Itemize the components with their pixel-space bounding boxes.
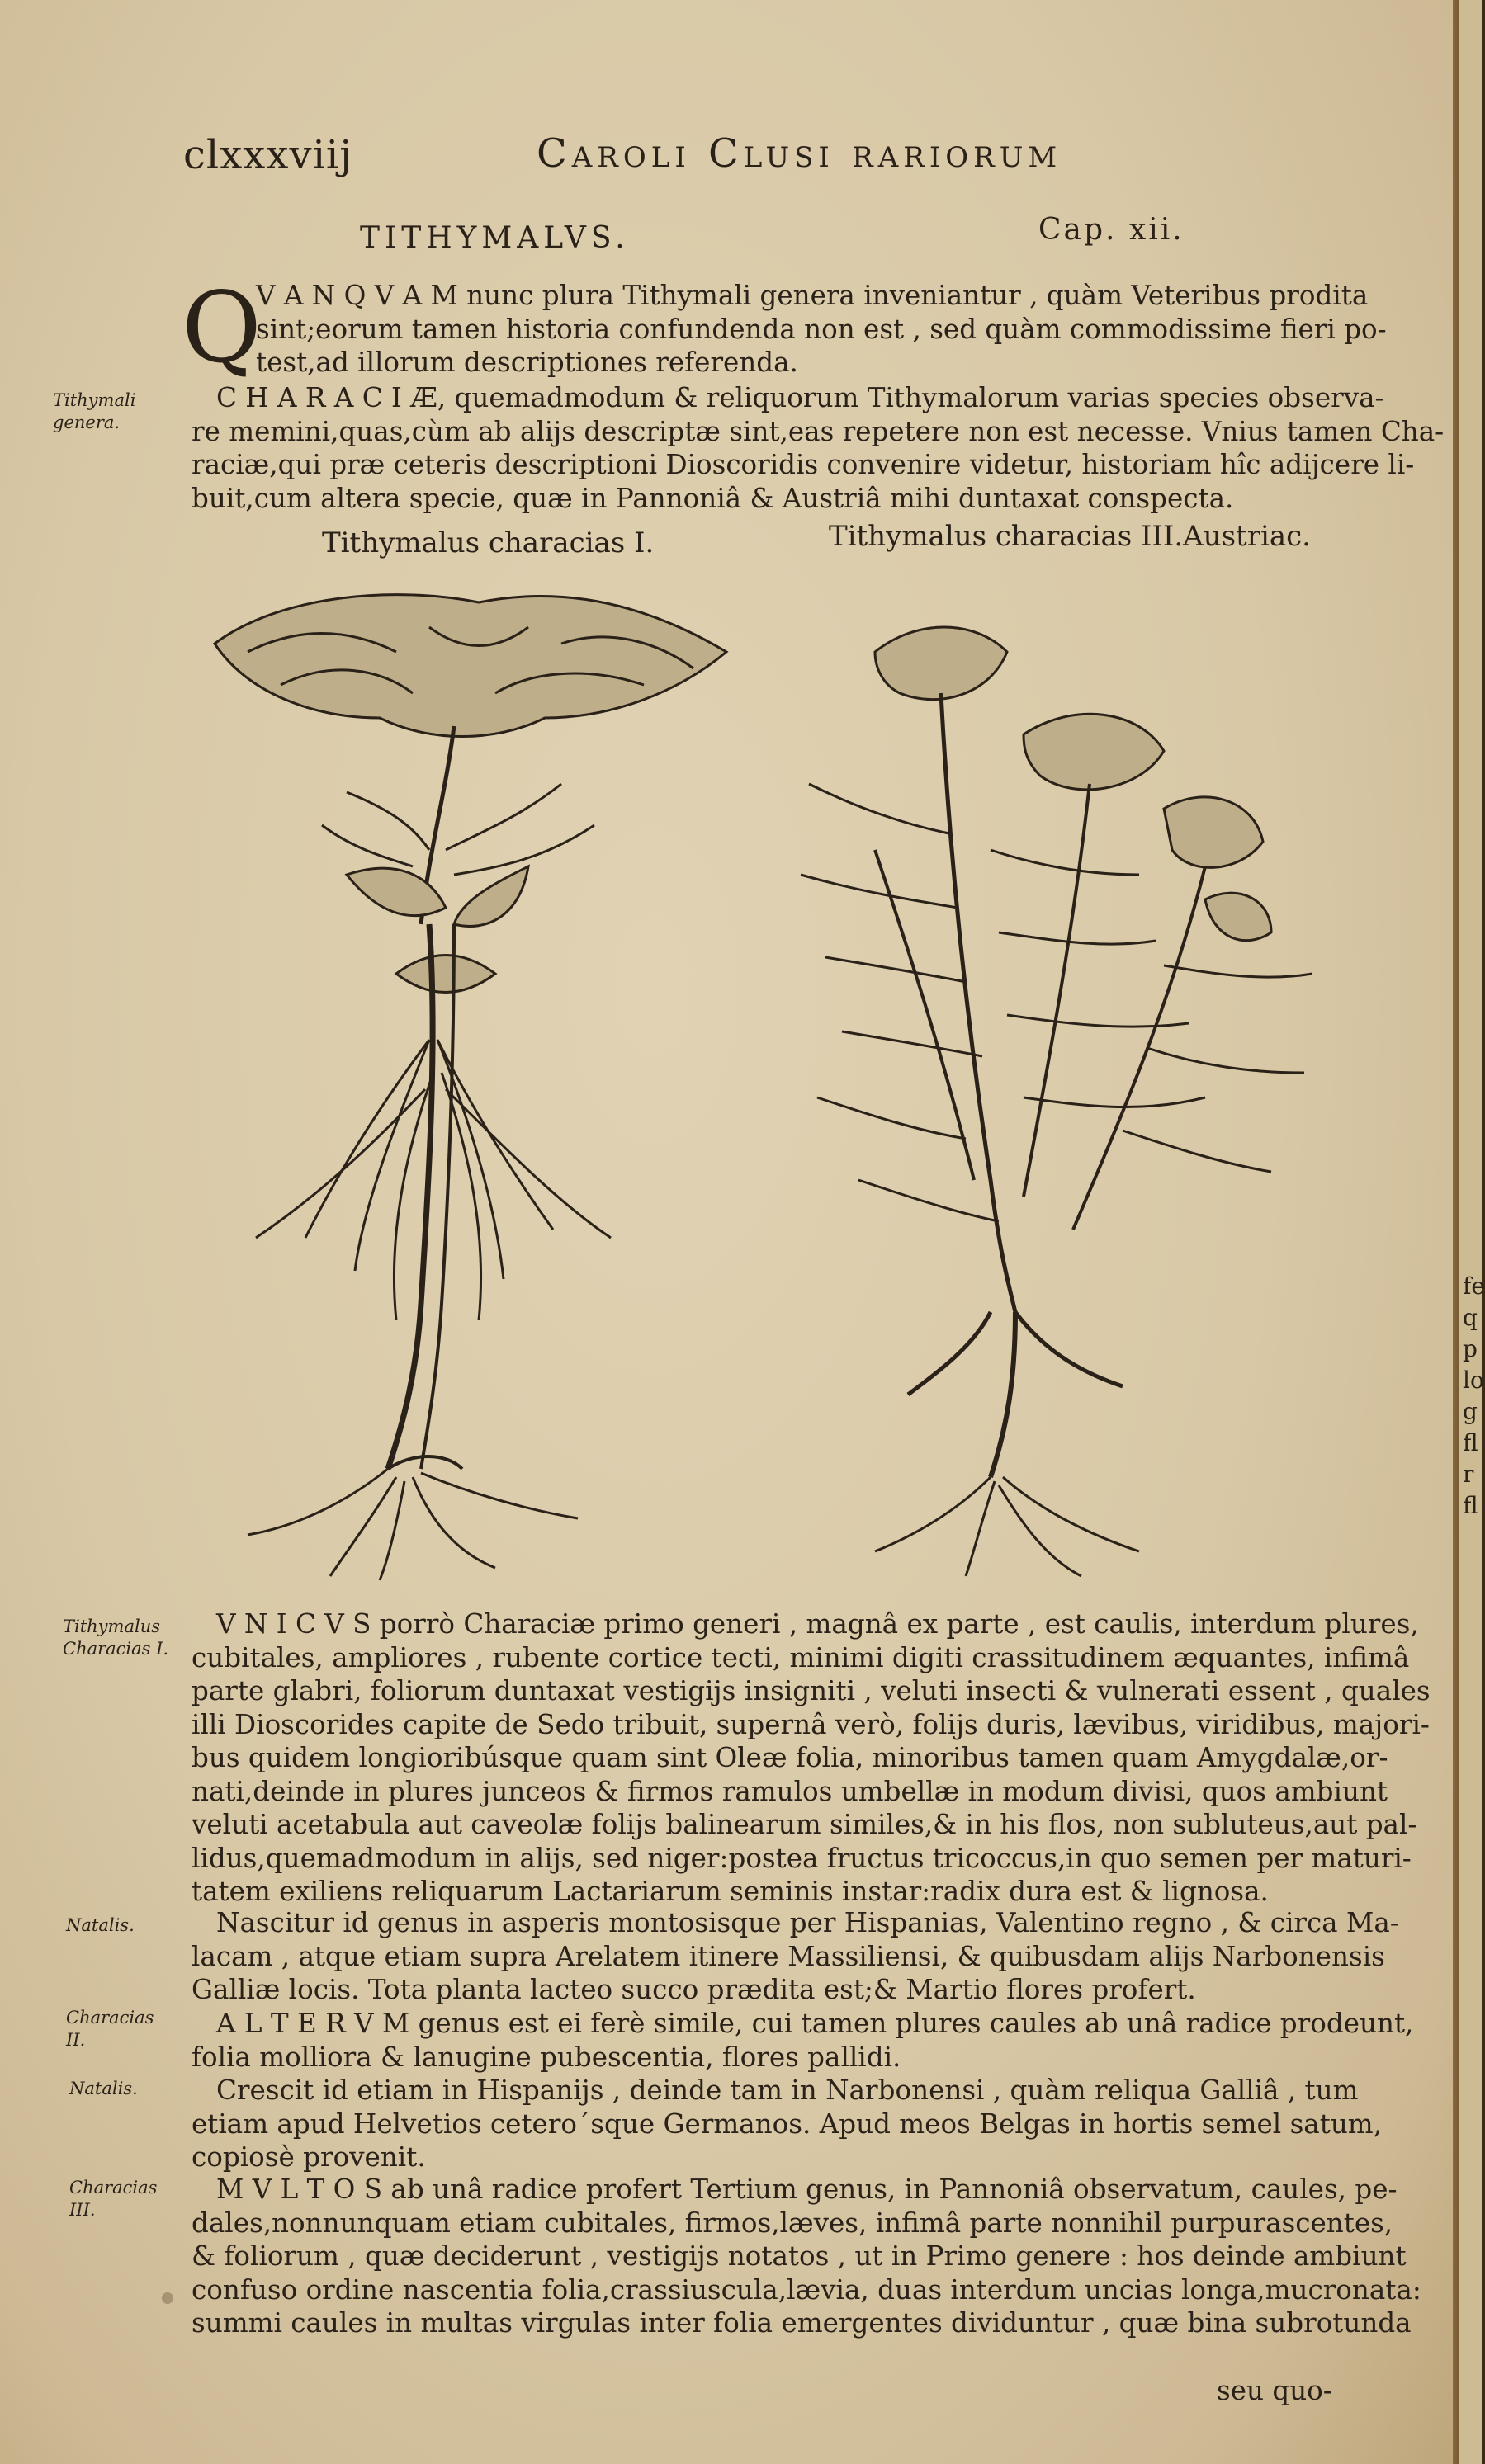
text-line: confuso ordine nascentia folia,crassiuscula,lævia, duas interdum uncias longa,mucronata: [192, 2273, 1421, 2306]
margin-note-line: Tithymali [53, 390, 136, 410]
margin-note-line: genera. [53, 413, 121, 432]
next-page-edge [1459, 0, 1482, 2464]
chapter-title: TITHYMALVS. [360, 221, 630, 255]
characias-paragraph [192, 381, 1444, 515]
text-line: lacam , atque etiam supra Arelatem itinere Massiliensi, & quibusdam alijs Narbonensis [192, 1940, 1385, 1972]
text-line: tatem exiliens reliquarum Lactariarum seminis instar:radix dura est & lignosa. [192, 1876, 1269, 1907]
bleed-fragment: p [1463, 1335, 1478, 1362]
running-head: Caroli Clusi rariorum [537, 130, 1062, 177]
bleed-fragment: fl [1463, 1492, 1478, 1519]
text-line: buit,cum altera specie, quæ in Pannoniâ & Austriâ mihi duntaxat conspecta. [192, 482, 1234, 514]
woodcut-characias-three [776, 602, 1354, 1584]
caption-right-plant: Tithymalus characias III.Austriac. [829, 520, 1311, 553]
text-line: re memini,quas,cùm ab alijs descriptæ sint,eas repetere non est necesse. Vnius tamen Cha- [192, 415, 1445, 447]
text-line: lidus,quemadmodum in alijs, sed niger:postea fructus tricoccus,in quo semen per maturi- [192, 1842, 1412, 1874]
bleed-fragment: q [1463, 1304, 1478, 1331]
text-line: Nascitur id genus in asperis montosisque per Hispanias, Valentino regno , & circa Ma- [216, 1907, 1399, 1938]
text-line: V A N Q V A M nunc plura Tithymali genera inveniantur , quàm Veteribus prodita [256, 280, 1369, 311]
text-line: nati,deinde in plures junceos & firmos ramulos umbellæ in modum divisi, quos ambiunt [192, 1775, 1388, 1807]
margin-note-line: Characias [66, 2008, 154, 2027]
text-line: Galliæ locis. Tota planta lacteo succo prædita est;& Martio flores profert. [192, 1974, 1196, 2005]
text-line: folia molliora & lanugine pubescentia, flores pallidi. [192, 2041, 901, 2073]
text-line: etiam apud Helvetios cetero´sque Germanos. Apud meos Belgas in hortis semel satum, [192, 2108, 1383, 2140]
woodcut-characias-one [182, 578, 759, 1584]
catchword: seu quo- [1217, 2375, 1332, 2406]
bleed-fragment: g [1463, 1398, 1478, 1425]
margin-note-line: Characias I. [63, 1639, 169, 1659]
drop-cap: Q [182, 271, 262, 385]
margin-note-line: Natalis. [69, 2079, 138, 2098]
ink-spot [162, 2292, 173, 2304]
text-line: raciæ,qui præ ceteris descriptioni Dioscoridis convenire videtur, historiam hîc adijcere li- [192, 449, 1415, 480]
text-line: bus quidem longioribúsque quam sint Oleæ folia, minoribus tamen quam Amygdalæ,or- [192, 1742, 1388, 1773]
margin-note-line: Natalis. [66, 1915, 135, 1935]
chapter-number: Cap. xii. [1038, 213, 1185, 247]
margin-note-line: III. [69, 2200, 96, 2220]
multos-paragraph [192, 2173, 1421, 2340]
next-page-bleed-text [1463, 1271, 1485, 1522]
text-line: illi Dioscorides capite de Sedo tribuit, supernâ verò, folijs duris, lævibus, viridibus, majori- [192, 1708, 1430, 1740]
text-line: & foliorum , quæ deciderunt , vestigijs notatos , ut in Primo genere : hos deinde ambiunt [192, 2240, 1407, 2272]
text-line: copiosè provenit. [192, 2141, 426, 2173]
text-line: summi caules in multas virgulas inter folia emergentes dividuntur , quæ bina subrotunda [192, 2307, 1412, 2339]
margin-note-line: Characias [69, 2178, 158, 2197]
caption-left-plant: Tithymalus characias I. [322, 526, 655, 559]
bleed-fragment: lo [1463, 1367, 1484, 1394]
margin-note-characias-one [63, 1616, 211, 1660]
margin-note-line: II. [66, 2030, 86, 2050]
text-line: dales,nonnunquam etiam cubitales, firmos,læves, infimâ parte nonnihil purpurascentes, [192, 2207, 1393, 2239]
alterum-paragraph [192, 2007, 1413, 2074]
text-line: veluti acetabula aut caveolæ folijs balinearum similes,& in his flos, non subluteus,aut pal- [192, 1809, 1417, 1840]
unicus-paragraph [192, 1607, 1431, 1909]
text-line: A L T E R V M genus est ei ferè simile, cui tamen plures caules ab unâ radice prodeunt, [216, 2008, 1414, 2039]
bleed-fragment: r [1463, 1461, 1474, 1488]
text-line: cubitales, ampliores , rubente cortice tecti, minimi digiti crassitudinem æquantes, infimâ [192, 1641, 1410, 1673]
text-line: C H A R A C I Æ, quemadmodum & reliquorum Tithymalorum varias species observa- [216, 382, 1384, 413]
folio-number: clxxxviij [183, 132, 353, 178]
bleed-fragment: fe [1463, 1272, 1485, 1300]
margin-note-line: Tithymalus [63, 1617, 161, 1636]
crescit-paragraph [192, 2074, 1382, 2174]
text-line: V N I C V S porrò Characiæ primo generi , magnâ ex parte , est caulis, interdum plures, [216, 1608, 1419, 1640]
text-line: M V L T O S ab unâ radice profert Tertium genus, in Pannoniâ observatum, caules, pe- [216, 2174, 1398, 2205]
text-line: sint;eorum tamen historia confundenda non est , sed quàm commodissime fieri po- [256, 313, 1387, 345]
bleed-fragment: fl [1463, 1429, 1478, 1456]
text-line: Crescit id etiam in Hispanijs , deinde tam in Narbonensi , quàm reliqua Galliâ , tum [216, 2075, 1359, 2106]
intro-paragraph [256, 279, 1387, 380]
margin-note-genera [53, 389, 201, 434]
nascitur-paragraph [192, 1906, 1399, 2007]
text-line: parte glabri, foliorum duntaxat vestigijs insigniti , veluti insecti & vulnerati essent , quales [192, 1675, 1431, 1706]
text-line: test,ad illorum descriptiones referenda. [256, 347, 798, 378]
